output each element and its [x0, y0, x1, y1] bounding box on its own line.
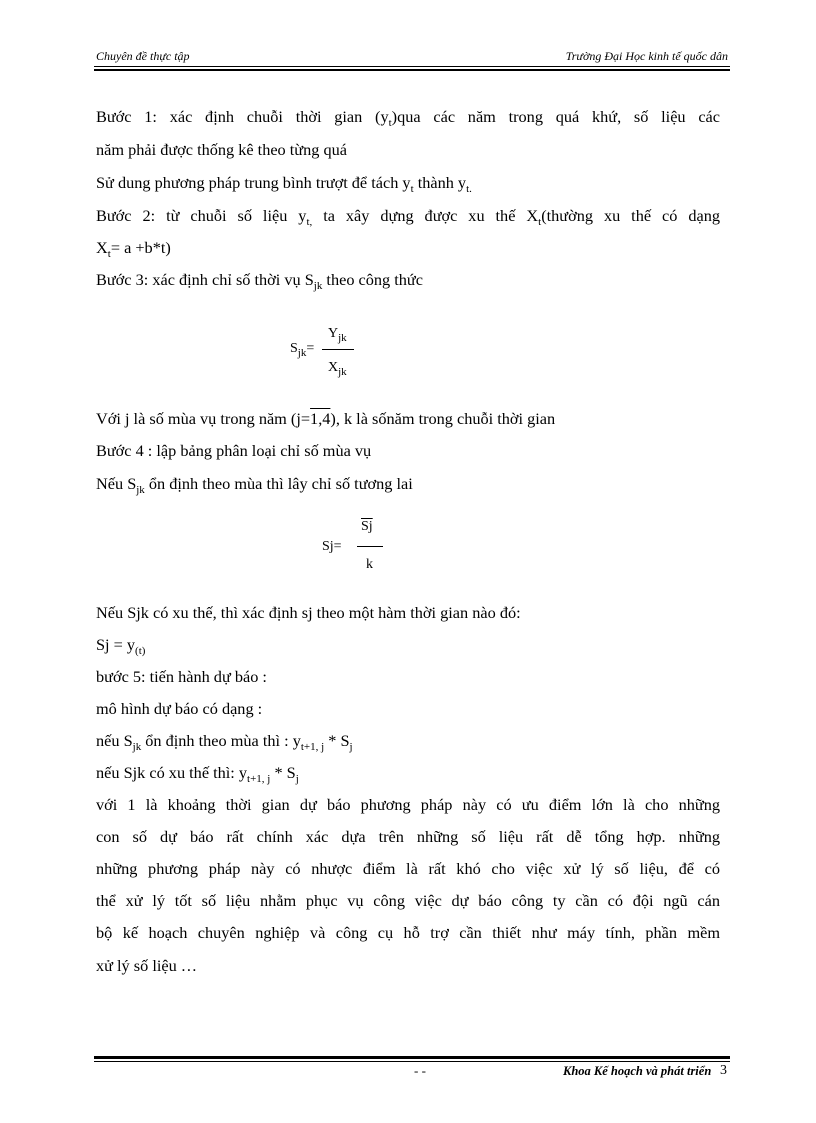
- moving-average-line: Sử dung phương pháp trung bình trượt để tách $y_t$ thành $y_{t.}$: [96, 173, 472, 195]
- paragraph-line-2: con số dự báo rất chính xác dựa trên những số liệu rất dễ tổng hợp. những: [96, 827, 720, 846]
- trend-model-line: nếu Sjk có xu thế thì: $y_{t+1, j} * S_j$: [96, 763, 299, 785]
- paragraph-line-3: những phương pháp này có nhược điểm là rất khó cho việc xử lý số liệu, để có: [96, 859, 720, 878]
- footer-rule-thick: [94, 1056, 730, 1059]
- seasons-line: Với j là số mùa vụ trong năm (j=1,4), k là sốnăm trong chuỗi thời gian: [96, 409, 556, 428]
- header-rule: [94, 66, 730, 67]
- footer-rule: [94, 1061, 730, 1062]
- paragraph-line-5: bộ kế hoạch chuyên nghiệp và công cụ hỗ trợ cần thiết như máy tính, phần mềm: [96, 923, 720, 942]
- step4-line: Bước 4 : lập bảng phân loại chỉ số mùa vụ: [96, 441, 372, 460]
- step2-line2: $X_t= a +b*t$): [96, 238, 171, 260]
- step2-line: Bước 2: từ chuỗi số liệu $y_{t,}$ ta xây dựng được xu thế $X_t(thường$ xu thế có dạng: [96, 206, 720, 228]
- paragraph-line-6: xử lý số liệu …: [96, 956, 198, 975]
- formula2-fraction-bar: [357, 546, 383, 547]
- trend-line: Nếu Sjk có xu thế, thì xác định sj theo một hàm thời gian nào đó:: [96, 603, 521, 622]
- step1-line2: năm phải được thống kê theo từng quá: [96, 140, 347, 159]
- model-line: mô hình dự báo có dạng :: [96, 699, 263, 718]
- footer-dash: - -: [414, 1063, 426, 1078]
- header-left: Chuyên đề thực tập: [96, 49, 190, 63]
- step3-line: Bước 3: xác định chỉ số thời vụ $S_{jk}$ theo công thức: [96, 270, 423, 292]
- formula1-numerator: $Y_{jk}$: [328, 326, 347, 344]
- header-rule-thick: [94, 69, 730, 71]
- formula1-denominator: $X_{jk}$: [328, 360, 347, 378]
- footer-department: Khoa Kế hoạch và phát triển: [563, 1064, 712, 1078]
- stable-line: Nếu $S_{jk}$ ổn định theo mùa thì lây chỉ số tương lai: [96, 474, 413, 496]
- formula2-denominator: k: [366, 557, 373, 572]
- step1-line: Bước 1: xác định chuỗi thời gian $(y_t)qua$ các năm trong quá khứ, số liệu các: [96, 107, 721, 129]
- paragraph-line-4: thể xử lý tốt số liệu nhằm phục vụ công việc dự báo công ty cần có đội ngũ cán: [96, 891, 720, 910]
- formula1-fraction-bar: [322, 349, 354, 350]
- formula2-lhs: Sj=: [322, 539, 342, 554]
- page-number: 3: [720, 1063, 727, 1078]
- formula1-lhs: $S_{jk}=$: [290, 341, 315, 359]
- formula2-numerator: $\overline{Sj}$: [361, 519, 373, 534]
- sj-function-line: $Sj = y_{(t)}$: [96, 635, 146, 657]
- stable-model-line: nếu $S_{jk}$ ổn định theo mùa thì : $y_{t+1, j} * S_j$: [96, 731, 353, 753]
- paragraph-line-1: với 1 là khoảng thời gian dự báo phương pháp này có ưu điểm lớn là cho những: [96, 795, 720, 814]
- header-right: Trường Đại Học kinh tế quốc dân: [565, 49, 728, 63]
- step5-line: bước 5: tiến hành dự báo :: [96, 667, 267, 686]
